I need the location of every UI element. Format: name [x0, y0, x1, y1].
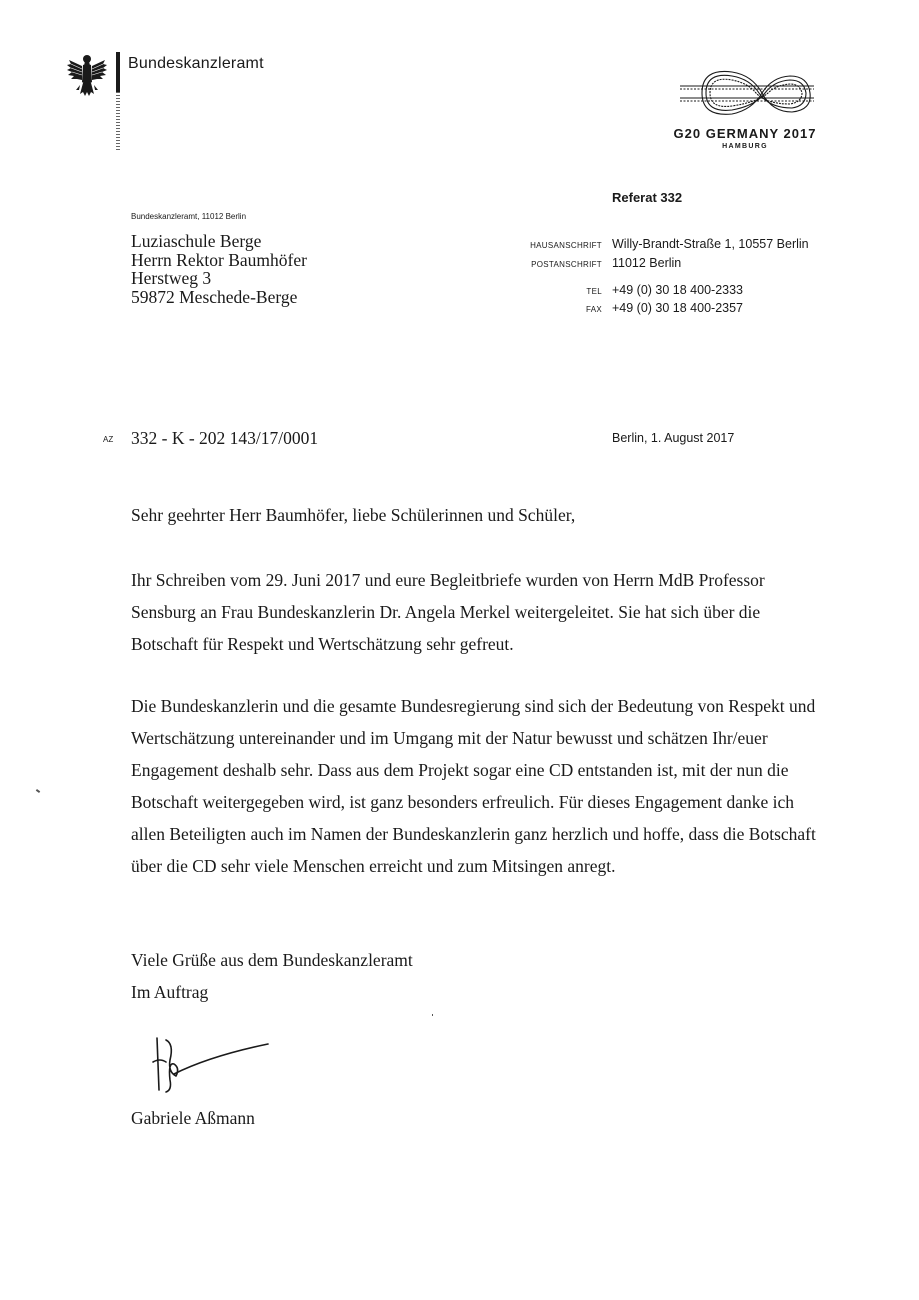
- scan-speck: [36, 789, 40, 793]
- closing-greeting: Viele Grüße aus dem Bundeskanzleramt: [131, 950, 413, 970]
- scan-speck: [432, 1014, 433, 1016]
- letter-date: Berlin, 1. August 2017: [612, 431, 735, 445]
- recipient-line: 59872 Meschede-Berge: [131, 286, 298, 307]
- phone-label: TEL: [586, 287, 602, 296]
- recipient-line: Herstweg 3: [131, 268, 212, 288]
- street-address-label: HAUSANSCHRIFT: [530, 241, 602, 250]
- street-address-value: Willy-Brandt-Straße 1, 10557 Berlin: [612, 237, 809, 251]
- event-city: HAMBURG: [722, 143, 768, 150]
- signer-name: Gabriele Aßmann: [131, 1108, 255, 1128]
- reference-label: AZ: [103, 435, 114, 444]
- g20-knot-icon: [672, 62, 822, 124]
- handwritten-signature-icon: [150, 1032, 274, 1096]
- postal-address-label: POSTANSCHRIFT: [531, 260, 602, 269]
- salutation: Sehr geehrter Herr Baumhöfer, liebe Schülerinnen und Schüler,: [131, 505, 576, 525]
- return-address: Bundeskanzleramt, 11012 Berlin: [131, 212, 247, 221]
- recipient-address: [131, 232, 307, 306]
- organization-name: Bundeskanzleramt: [128, 55, 264, 72]
- phone-value: +49 (0) 30 18 400-2333: [612, 283, 744, 297]
- fax-value: +49 (0) 30 18 400-2357: [612, 301, 744, 315]
- letterhead-bar-shade: [116, 92, 120, 150]
- closing-mandate: Im Auftrag: [131, 982, 209, 1002]
- event-title: G20 GERMANY 2017: [673, 126, 817, 141]
- postal-address-value: 11012 Berlin: [612, 256, 682, 270]
- fax-label: FAX: [585, 305, 602, 314]
- recipient-line: Herrn Rektor Baumhöfer: [131, 249, 307, 270]
- letterhead-bar: [116, 52, 120, 92]
- reference-number: 332 - K - 202 143/17/0001: [131, 428, 319, 448]
- federal-eagle-icon: [66, 52, 108, 98]
- closing: [131, 944, 413, 1008]
- body-paragraph: Ihr Schreiben vom 29. Juni 2017 und eure Begleitbriefe wurden von Herrn MdB Professor Sensburg an Frau Bundeskanzlerin Dr. Angela Merkel weitergeleitet. Sie hat sich über die Botschaft für Respekt und Wertschätzung sehr gefreut.: [131, 570, 765, 654]
- recipient-line: Luziaschule Berge: [131, 231, 262, 251]
- department-label: Referat 332: [612, 190, 683, 205]
- body-paragraph: Die Bundeskanzlerin und die gesamte Bundesregierung sind sich der Bedeutung von Respekt und Wertschätzung untereinander und im Umgang mit der Natur bewusst und schätzen Ihr/euer Engagement deshalb sehr. Dass aus dem Projekt sogar eine CD entstanden ist, mit der nun die Botschaft weitergegeben wird, ist ganz besonders erfreulich. Für dieses Engagement danke ich allen Beteiligten auch im Namen der Bundeskanzlerin ganz herzlich und hoffe, dass die Botschaft über die CD sehr viele Menschen erreicht und zum Mitsingen anregt.: [131, 696, 816, 876]
